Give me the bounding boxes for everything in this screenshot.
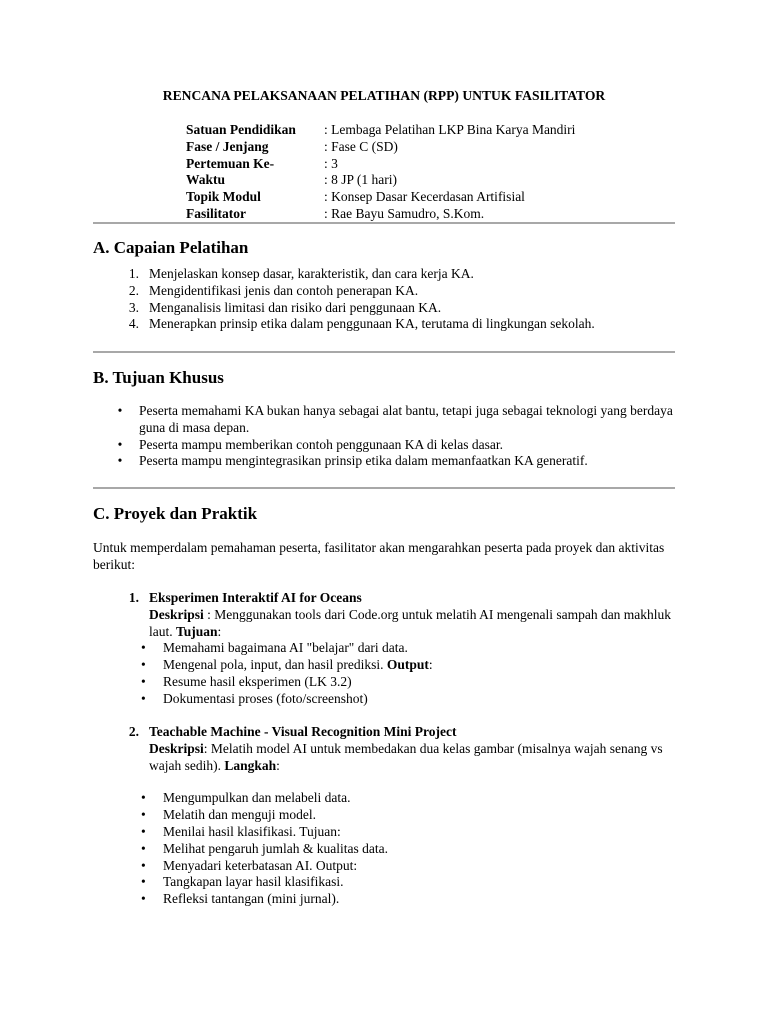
list-text: Menganalisis limitasi dan risiko dari penggunaan KA. xyxy=(149,299,442,315)
section-b-heading: B. Tujuan Khusus xyxy=(93,368,224,387)
project-title: Eksperimen Interaktif AI for Oceans xyxy=(149,590,362,605)
bullet-icon: • xyxy=(141,874,146,890)
bullet-text: Mengumpulkan dan melabeli data. xyxy=(163,790,351,806)
bullet-icon: • xyxy=(117,436,123,452)
meta-key: Fase / Jenjang xyxy=(186,138,269,154)
bullet-item xyxy=(139,790,683,807)
meta-key: Fasilitator xyxy=(186,205,246,221)
meta-key: Waktu xyxy=(186,172,226,188)
bullet-icon: • xyxy=(141,657,146,673)
bullet-item xyxy=(93,437,673,454)
bullet-text: Resume hasil eksperimen (LK 3.2) xyxy=(163,673,352,689)
bullet-icon: • xyxy=(117,453,123,469)
meta-value: : 3 xyxy=(324,155,338,171)
meta-table xyxy=(186,122,575,223)
project-1 xyxy=(93,590,683,708)
bullet-item xyxy=(139,691,683,708)
description-label: Deskripsi xyxy=(149,606,204,622)
bullet-text: Menilai hasil klasifikasi. Tujuan: xyxy=(163,823,341,839)
bullet-text: Melihat pengaruh jumlah & kualitas data. xyxy=(163,840,388,856)
goal-label: Tujuan xyxy=(176,623,218,639)
list-number: 4. xyxy=(128,316,139,332)
bullet-text: Memahami bagaimana AI "belajar" dari data. xyxy=(163,640,408,656)
description-label: Deskripsi xyxy=(149,740,204,756)
project-2-bullets xyxy=(139,790,683,908)
list-item xyxy=(93,283,693,300)
list-number: 2. xyxy=(128,282,139,298)
description-text: : Menggunakan tools dari Code.org untuk melatih AI mengenali sampah dan makhluk laut. xyxy=(149,606,672,639)
meta-value: : 8 JP (1 hari) xyxy=(324,172,397,188)
bullet-text: Peserta mampu memberikan contoh penggunaan KA di kelas dasar. xyxy=(139,436,504,452)
divider xyxy=(93,487,675,489)
bullet-icon: • xyxy=(117,403,123,418)
section-a-list xyxy=(93,266,693,333)
list-number: 3. xyxy=(128,299,139,315)
goal-label: Langkah xyxy=(224,757,277,773)
meta-row xyxy=(186,172,575,189)
meta-value: : Rae Bayu Samudro, S.Kom. xyxy=(324,205,485,221)
project-2 xyxy=(93,724,683,908)
meta-key: Topik Modul xyxy=(186,189,261,205)
bullet-item xyxy=(93,403,673,437)
description-text: : Melatih model AI untuk membedakan dua kelas gambar (misalnya wajah senang vs wajah sedih). xyxy=(149,740,663,773)
list-number: 1. xyxy=(128,266,139,281)
meta-row xyxy=(186,122,575,139)
bullet-text: Peserta memahami KA bukan hanya sebagai alat bantu, tetapi juga sebagai teknologi yang berdaya guna di masa depan. xyxy=(139,403,673,435)
bullet-text: Dokumentasi proses (foto/screenshot) xyxy=(163,690,368,706)
bullet-item xyxy=(139,874,683,891)
meta-row xyxy=(186,156,575,173)
bullet-item xyxy=(139,858,683,875)
bullet-item: • Mengenal pola, input, dan hasil prediksi. Output: xyxy=(141,657,433,673)
goal-colon: : xyxy=(276,757,280,773)
goal-colon: : xyxy=(217,623,222,639)
document-title: RENCANA PELAKSANAAN PELATIHAN (RPP) UNTUK FASILITATOR xyxy=(162,88,606,103)
list-item xyxy=(93,300,693,317)
bullet-item xyxy=(139,674,683,691)
bullet-item xyxy=(139,841,683,858)
list-item xyxy=(93,316,693,333)
meta-key: Satuan Pendidikan xyxy=(186,122,296,137)
section-a-heading: A. Capaian Pelatihan xyxy=(93,238,249,257)
bullet-icon: • xyxy=(141,640,146,656)
project-description xyxy=(149,607,683,641)
project-number: 1. xyxy=(128,590,139,605)
list-text: Menerapkan prinsip etika dalam penggunaan KA, terutama di lingkungan sekolah. xyxy=(149,316,595,332)
bullet-icon: • xyxy=(141,857,146,873)
bullet-icon: • xyxy=(141,823,146,839)
project-1-bullets xyxy=(139,640,683,707)
bullet-item xyxy=(139,891,683,908)
bullet-text: Peserta mampu mengintegrasikan prinsip etika dalam memanfaatkan KA generatif. xyxy=(139,453,588,469)
bullet-text: Melatih dan menguji model. xyxy=(163,807,316,823)
meta-row xyxy=(186,139,575,156)
bullet-item xyxy=(139,640,683,657)
bullet-item xyxy=(139,824,683,841)
bullet-text: Menyadari keterbatasan AI. Output: xyxy=(163,857,358,873)
meta-value: : Fase C (SD) xyxy=(324,138,398,154)
bullet-icon: • xyxy=(141,790,146,806)
divider xyxy=(93,351,675,353)
project-description xyxy=(149,741,683,775)
meta-value: : Konsep Dasar Kecerdasan Artifisial xyxy=(324,189,525,205)
list-item xyxy=(93,266,693,283)
section-b-list xyxy=(93,403,673,470)
bullet-icon: • xyxy=(141,891,146,907)
meta-row xyxy=(186,189,575,206)
bullet-item xyxy=(139,807,683,824)
divider xyxy=(93,222,675,224)
project-title: Teachable Machine - Visual Recognition Mini Project xyxy=(149,724,457,739)
bullet-text: Tangkapan layar hasil klasifikasi. xyxy=(163,874,344,890)
bullet-icon: • xyxy=(141,673,146,689)
bullet-icon: • xyxy=(141,807,146,823)
list-text: Menjelaskan konsep dasar, karakteristik, dan cara kerja KA. xyxy=(149,266,474,281)
section-c-heading: C. Proyek dan Praktik xyxy=(93,504,258,523)
bullet-text: Refleksi tantangan (mini jurnal). xyxy=(163,891,340,907)
meta-key: Pertemuan Ke- xyxy=(186,155,275,171)
bullet-text: Mengenal pola, input, dan hasil prediksi. xyxy=(163,657,387,673)
bullet-bold-tail: Output xyxy=(386,657,429,673)
bullet-icon: • xyxy=(141,840,146,856)
meta-row xyxy=(186,206,575,223)
bullet-icon: • xyxy=(141,690,146,706)
project-number: 2. xyxy=(128,724,139,739)
meta-value: : Lembaga Pelatihan LKP Bina Karya Mandiri xyxy=(324,122,576,137)
bullet-item xyxy=(93,453,673,470)
section-c-intro: Untuk memperdalam pemahaman peserta, fasilitator akan mengarahkan peserta pada proyek dan aktivitas berikut: xyxy=(93,540,665,572)
list-text: Mengidentifikasi jenis dan contoh penerapan KA. xyxy=(149,282,419,298)
